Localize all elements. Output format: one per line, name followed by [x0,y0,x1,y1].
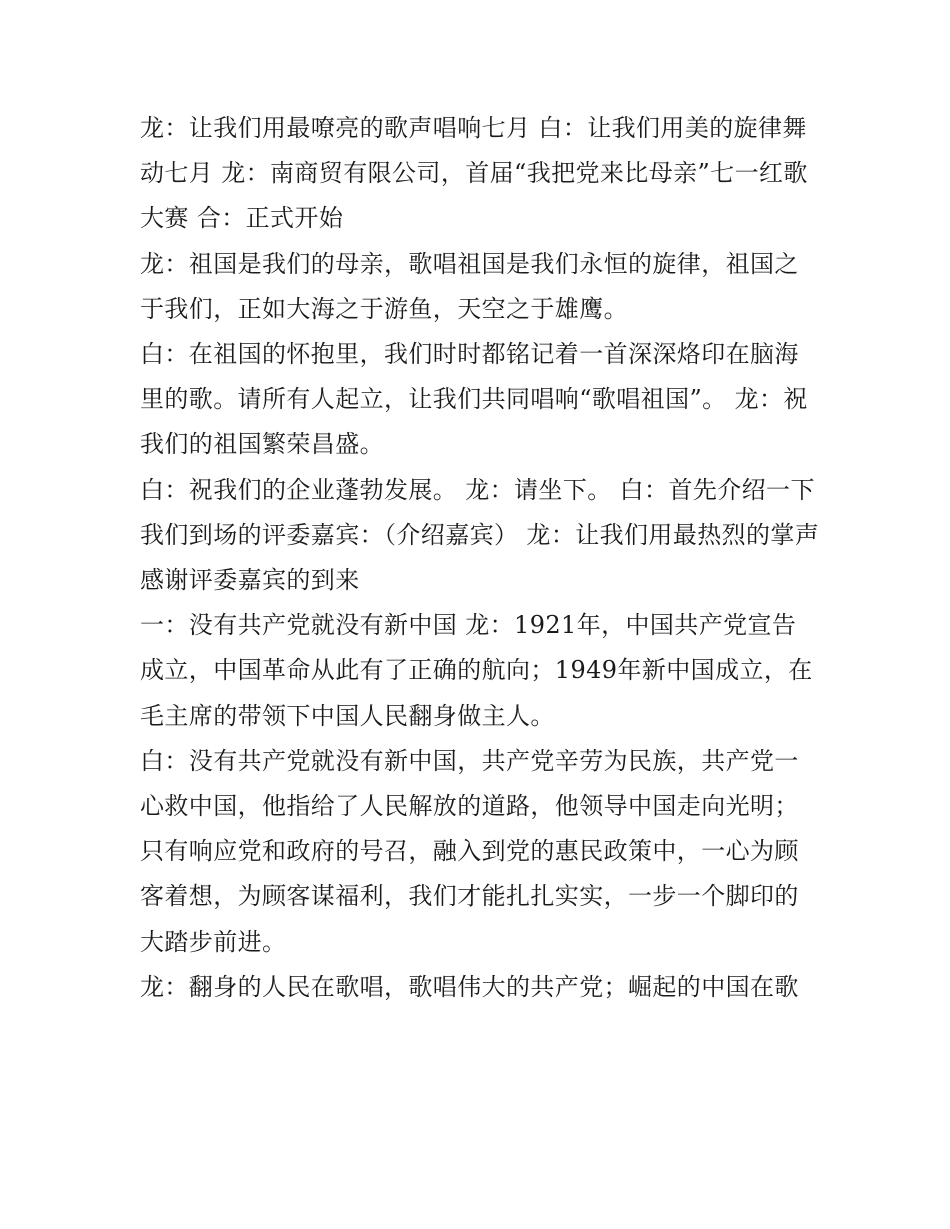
paragraph-part-one: 一：没有共产党就没有新中国 龙：1921年，中国共产党宣告成立，中国革命从此有了正确的航向；1949年新中国成立，在毛主席的带领下中国人民翻身做主人。 [140,611,813,730]
paragraph-sing-motherland: 白：在祖国的怀抱里，我们时时都铭记着一首深深烙印在脑海里的歌。请所有人起立，让我们共同唱响“歌唱祖国”。 龙：祝我们的祖国繁荣昌盛。 [140,340,808,459]
document-body [140,106,820,1010]
paragraph-motherland: 龙：祖国是我们的母亲，歌唱祖国是我们永恒的旋律，祖国之于我们，正如大海之于游鱼，天空之于雄鹰。 [140,249,799,323]
paragraph-introduce-judges: 白：祝我们的企业蓬勃发展。 龙：请坐下。 白：首先介绍一下我们到场的评委嘉宾：（介绍嘉宾） 龙：让我们用最热烈的掌声感谢评委嘉宾的到来 [140,475,820,595]
paragraph-people-sing: 龙：翻身的人民在歌唱，歌唱伟大的共产党；崛起的中国在歌 [140,972,799,1001]
paragraph-party-leadership: 白：没有共产党就没有新中国，共产党辛劳为民族，共产党一心救中国，他指给了人民解放的道路，他领导中国走向光明；只有响应党和政府的号召，融入到党的惠民政策中，一心为顾客着想，为顾客谋福利，我们才能扎扎实实，一步一个脚印的大踏步前进。 [140,746,799,956]
paragraph-opening: 龙：让我们用最嘹亮的歌声唱响七月 白：让我们用美的旋律舞动七月 龙：南商贸有限公司，首届“我把党来比母亲”七一红歌大赛 合：正式开始 [140,114,808,233]
